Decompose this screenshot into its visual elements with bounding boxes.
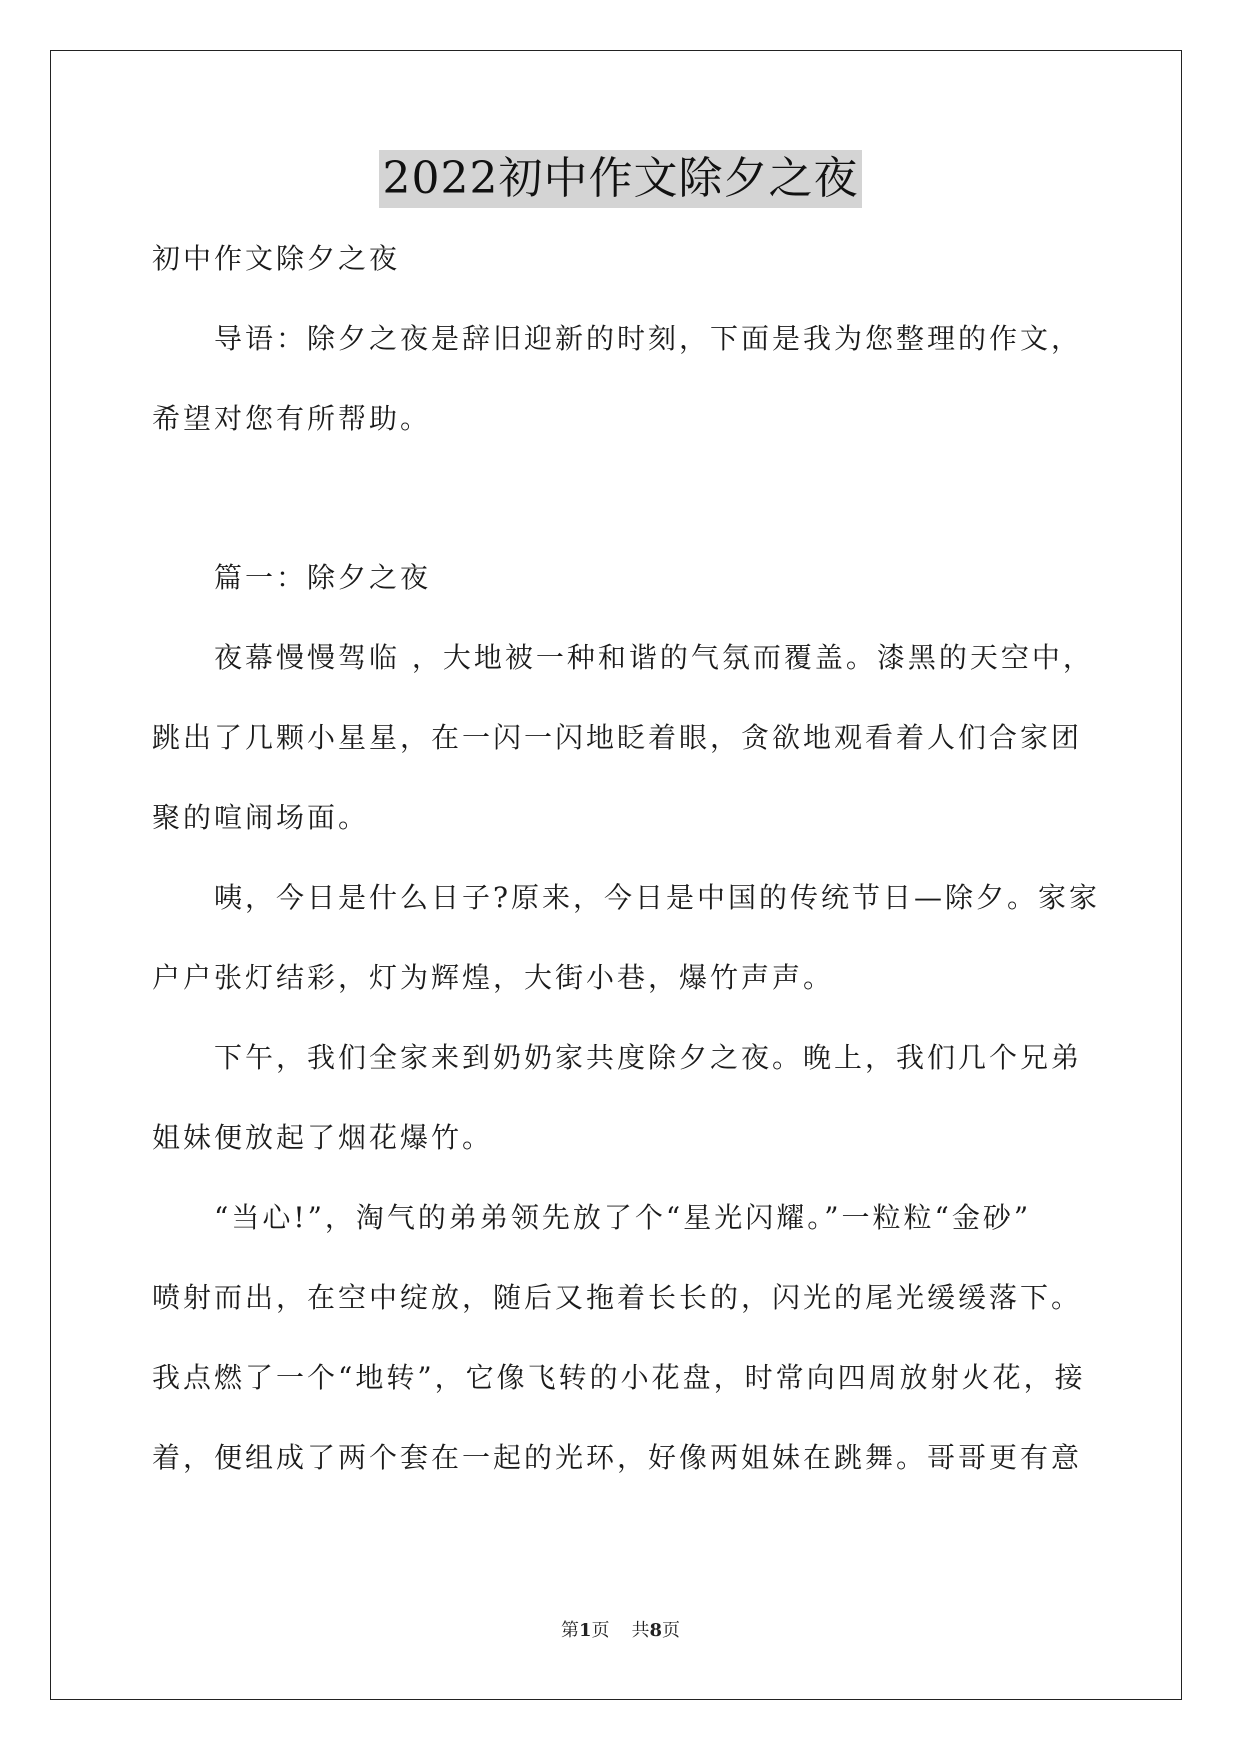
- page-footer: [0, 1616, 1241, 1642]
- document-title: 2022初中作文除夕之夜: [379, 150, 863, 208]
- title-container: [0, 150, 1241, 208]
- paragraph-line: 导语：除夕之夜是辞旧迎新的时刻，下面是我为您整理的作文，: [214, 322, 1083, 355]
- blank-line: [152, 471, 1102, 550]
- page-current: 1: [578, 1620, 592, 1641]
- total-suffix: 页: [662, 1620, 681, 1641]
- paragraph-line: 跳出了几颗小星星，在一闪一闪地眨着眼，贪欲地观看着人们合家团: [152, 721, 1083, 754]
- paragraph-line: 咦，今日是什么日子?原来，今日是中国的传统节日—除夕。家家: [214, 881, 1101, 914]
- paragraph-line: 聚的喧闹场面。: [152, 801, 370, 834]
- paragraph-line: 我点燃了一个“地转”，它像飞转的小花盘，时常向四周放射火花，接: [152, 1361, 1086, 1394]
- paragraph-line: 着，便组成了两个套在一起的光环，好像两姐妹在跳舞。哥哥更有意: [152, 1441, 1083, 1474]
- paragraph-line: 姐妹便放起了烟花爆竹。: [152, 1121, 494, 1154]
- document-body: [152, 231, 1102, 1510]
- paragraph-line: “当心!”，淘气的弟弟领先放了个“星光闪耀。”一粒粒“金砂”: [214, 1201, 1032, 1234]
- paragraph-line: 夜幕慢慢驾临 ，大地被一种和谐的气氛而覆盖。漆黑的天空中，: [214, 641, 1094, 674]
- total-prefix: 共: [631, 1620, 650, 1641]
- paragraph-line: 户户张灯结彩，灯为辉煌，大街小巷，爆竹声声。: [152, 961, 835, 994]
- page-total: 8: [649, 1620, 663, 1641]
- page-prefix: 第: [560, 1620, 579, 1641]
- section-heading: 篇一：除夕之夜: [214, 561, 432, 594]
- paragraph-line: 下午，我们全家来到奶奶家共度除夕之夜。晚上，我们几个兄弟: [214, 1041, 1083, 1074]
- document-subtitle: 初中作文除夕之夜: [152, 242, 401, 275]
- paragraph-line: 喷射而出，在空中绽放，随后又拖着长长的，闪光的尾光缓缓落下。: [152, 1281, 1083, 1314]
- page-suffix: 页: [591, 1620, 610, 1641]
- paragraph-line: 希望对您有所帮助。: [152, 402, 432, 435]
